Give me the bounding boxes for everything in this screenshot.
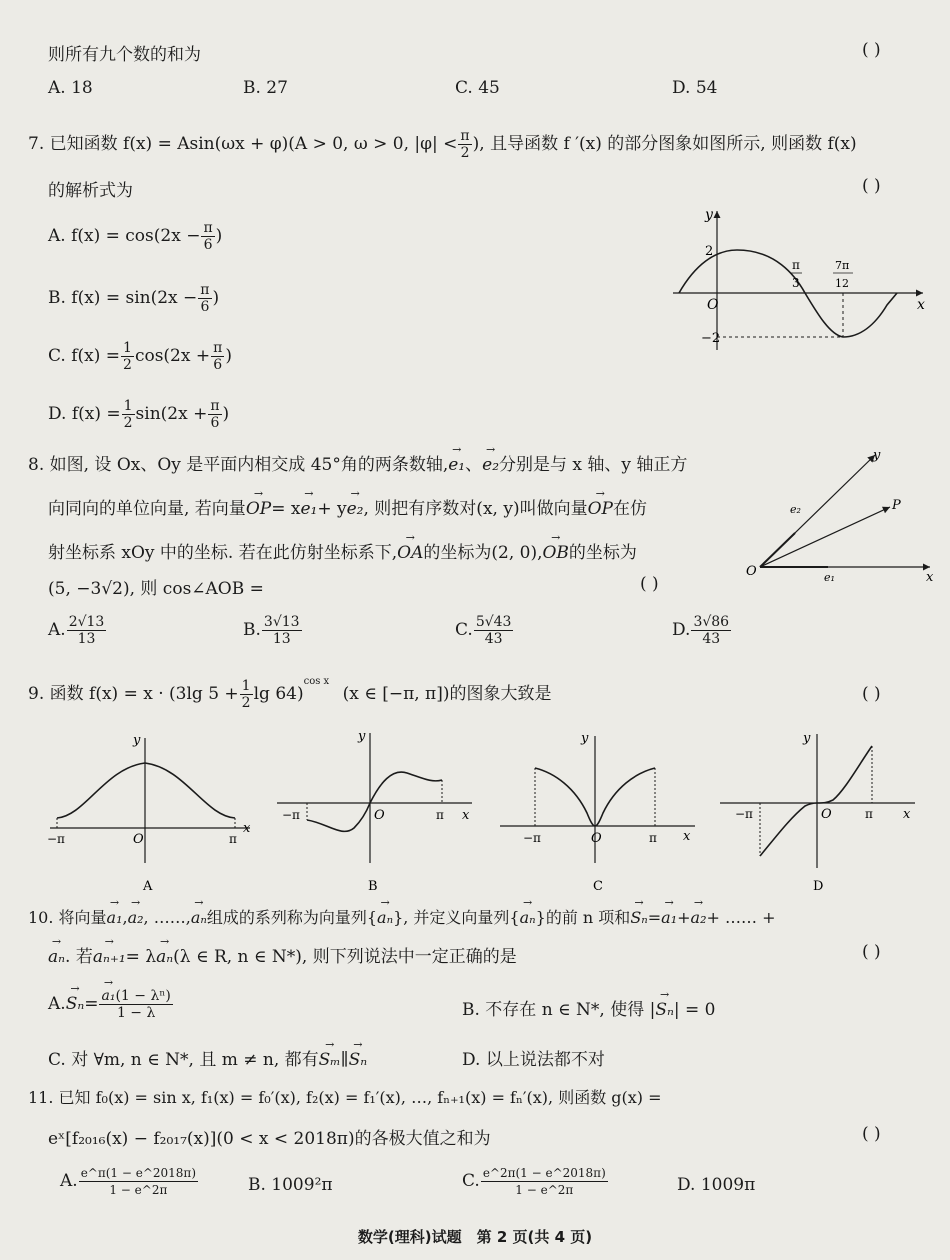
svg-text:x: x	[903, 807, 911, 822]
q10-line2: → aₙ. 若→ aₙ₊₁= λ→ aₙ(λ ∈ R, n ∈ N*), 则下列说法中一定正确的是	[48, 942, 517, 967]
q10-option-a[interactable]: A.→ Sₙ= → $\frac{\text{a₁(1 − λⁿ)}}{1 - \lambda}$	[48, 988, 174, 1021]
svg-text:π: π	[649, 831, 657, 845]
q7-option-c[interactable]: C. f(x) = $\frac{1}{2}$ cos(2x + $\frac{\pi}{6}$ )	[48, 340, 232, 373]
svg-text:x: x	[683, 829, 691, 844]
q10-line1: 10. 将向量→ a₁,→ a₂, ……,→ aₙ组成的系列称为向量列{→ aₙ}, 并定义向量列{→ aₙ}的前 n 项和→ Sₙ=→ a₁+→ a₂+ …… +	[28, 905, 775, 928]
svg-text:O: O	[821, 807, 832, 822]
svg-text:x: x	[462, 808, 470, 823]
svg-text:−π: −π	[523, 831, 541, 845]
page-footer: 数学(理科)试题 第 2 页(共 4 页)	[357, 1228, 593, 1246]
q6-stem: 则所有九个数的和为	[48, 45, 201, 65]
q6-option-d[interactable]: D. 54	[672, 78, 718, 98]
q8-option-a[interactable]: A. $\frac{2√13}{13}$	[48, 614, 105, 647]
svg-text:y: y	[803, 731, 811, 746]
q9-label-b: B	[368, 879, 378, 894]
q9-graph-b[interactable]	[272, 728, 482, 898]
q9-blank: ( )	[862, 684, 881, 704]
svg-text:π: π	[436, 808, 444, 822]
q7-y-top-label: 2	[705, 244, 714, 259]
svg-text:O: O	[591, 831, 602, 846]
q10-option-c[interactable]: C. 对 ∀m, n ∈ N*, 且 m ≠ n, 都有→ Sₘ∥→ Sₙ	[48, 1045, 367, 1070]
q8-x-label: x	[926, 570, 934, 585]
q10-option-b[interactable]: B. 不存在 n ∈ N*, 使得 |→ Sₙ| = 0	[462, 995, 716, 1020]
svg-text:−π: −π	[47, 832, 65, 846]
q9-stem: 9. 函数 f(x) = x · (3lg 5 + $\frac{1}{2}$ lg 64)$^{cos x}$ (x ∈ [−π, π])的图象大致是	[28, 676, 552, 711]
q8-affine-figure	[740, 445, 940, 585]
q7-derivative-graph	[665, 205, 935, 355]
q8-blank: ( )	[640, 574, 659, 594]
q8-y-label: y	[873, 448, 881, 463]
q8-e2-label: e₂	[790, 503, 801, 516]
q8-p-label: P	[892, 498, 901, 513]
q10-option-d[interactable]: D. 以上说法都不对	[462, 1050, 605, 1070]
q7-stem-cont: 的解析式为	[48, 181, 133, 201]
q7-tick1-den: 3	[792, 276, 800, 290]
q8-origin-label: O	[746, 564, 757, 579]
q6-option-a[interactable]: A. 18	[48, 78, 93, 98]
q7-stem: 7. 已知函数 f(x) = Asin(ωx + φ)(A > 0, ω > 0, |φ| < $\frac{\pi}{2}$ ), 且导函数 f ′(x) 的部分图象如图所示, 则函数 f(x)	[28, 128, 857, 161]
svg-text:y: y	[133, 733, 141, 748]
svg-text:π: π	[865, 807, 873, 821]
q8-line3: 射坐标系 xOy 中的坐标. 若在此仿射坐标系下,→ OA的坐标为(2, 0),→ OB的坐标为	[48, 538, 637, 563]
q9-graph-c[interactable]	[495, 728, 700, 898]
q8-op-vector	[760, 507, 890, 567]
svg-text:π: π	[229, 832, 237, 846]
q8-e2-vector	[760, 533, 795, 567]
q6-option-c[interactable]: C. 45	[455, 78, 500, 98]
q9-label-d: D	[813, 879, 824, 894]
q11-option-b[interactable]: B. 1009²π	[248, 1175, 333, 1195]
q8-e1-label: e₁	[824, 571, 835, 584]
svg-text:y: y	[581, 731, 589, 746]
q11-option-c[interactable]: C. $\frac{e\^{}2\pi(1 - e\^{}2018\pi)}{1 - e\^{}2\pi}$	[462, 1166, 606, 1197]
q11-option-a[interactable]: A. $\frac{e\^{}\pi(1 - e\^{}2018\pi)}{1 - e\^{}2\pi}$	[60, 1166, 196, 1197]
q8-option-c[interactable]: C. $\frac{5√43}{43}$	[455, 614, 512, 647]
q7-frac: $\frac{\pi}{2}$	[460, 128, 470, 161]
svg-text:O: O	[374, 808, 385, 823]
q10-blank: ( )	[862, 942, 881, 962]
q7-tick2-den: 12	[835, 277, 849, 290]
q7-option-a[interactable]: A. f(x) = cos(2x − $\frac{\pi}{6}$ )	[48, 220, 223, 253]
q7-y-bottom-label: −2	[701, 331, 721, 346]
q6-option-b[interactable]: B. 27	[243, 78, 288, 98]
q9-graph-a[interactable]	[45, 728, 260, 898]
q8-option-d[interactable]: D. $\frac{3√86}{43}$	[672, 614, 730, 647]
svg-text:y: y	[358, 729, 366, 744]
q6-blank: ( )	[862, 40, 881, 60]
q11-option-d[interactable]: D. 1009π	[677, 1175, 756, 1195]
q8-option-b[interactable]: B. $\frac{3√13}{13}$	[243, 614, 300, 647]
q7-tick2-num: 7π	[835, 259, 850, 272]
svg-text:−π: −π	[282, 808, 300, 822]
q7-blank: ( )	[862, 176, 881, 196]
q7-option-d[interactable]: D. f(x) = $\frac{1}{2}$ sin(2x + $\frac{\pi}{6}$ )	[48, 398, 230, 431]
q9-label-a: A	[143, 879, 153, 894]
q7-y-label: y	[705, 207, 713, 223]
q11-line2: eˣ[f₂₀₁₆(x) − f₂₀₁₇(x)](0 < x < 2018π)的各极大值之和为	[48, 1129, 491, 1149]
q9-label-c: C	[593, 879, 603, 894]
q9-graph-d[interactable]	[715, 728, 920, 898]
q8-line2: 向同向的单位向量, 若向量→ OP= x→ e₁+ y→ e₂, 则把有序数对(x, y)叫做向量→ OP在仿	[48, 494, 647, 519]
q11-blank: ( )	[862, 1124, 881, 1144]
q11-line1: 11. 已知 f₀(x) = sin x, f₁(x) = f₀′(x), f₂(x) = f₁′(x), …, fₙ₊₁(x) = fₙ′(x), 则函数 g(x) =	[28, 1088, 662, 1107]
svg-text:x: x	[243, 821, 251, 836]
q7-option-b[interactable]: B. f(x) = sin(2x − $\frac{\pi}{6}$ )	[48, 282, 220, 315]
q8-line4: (5, −3√2), 则 cos∠AOB =	[48, 579, 264, 599]
q7-tick1-num: π	[792, 258, 800, 272]
svg-text:O: O	[133, 832, 144, 847]
svg-text:−π: −π	[735, 807, 753, 821]
q7-x-label: x	[917, 297, 925, 313]
q7-origin-label: O	[707, 297, 719, 313]
q8-line1: 8. 如图, 设 Ox、Oy 是平面内相交成 45°角的两条数轴,→ e₁、→ e₂分别是与 x 轴、y 轴正方	[28, 450, 687, 475]
